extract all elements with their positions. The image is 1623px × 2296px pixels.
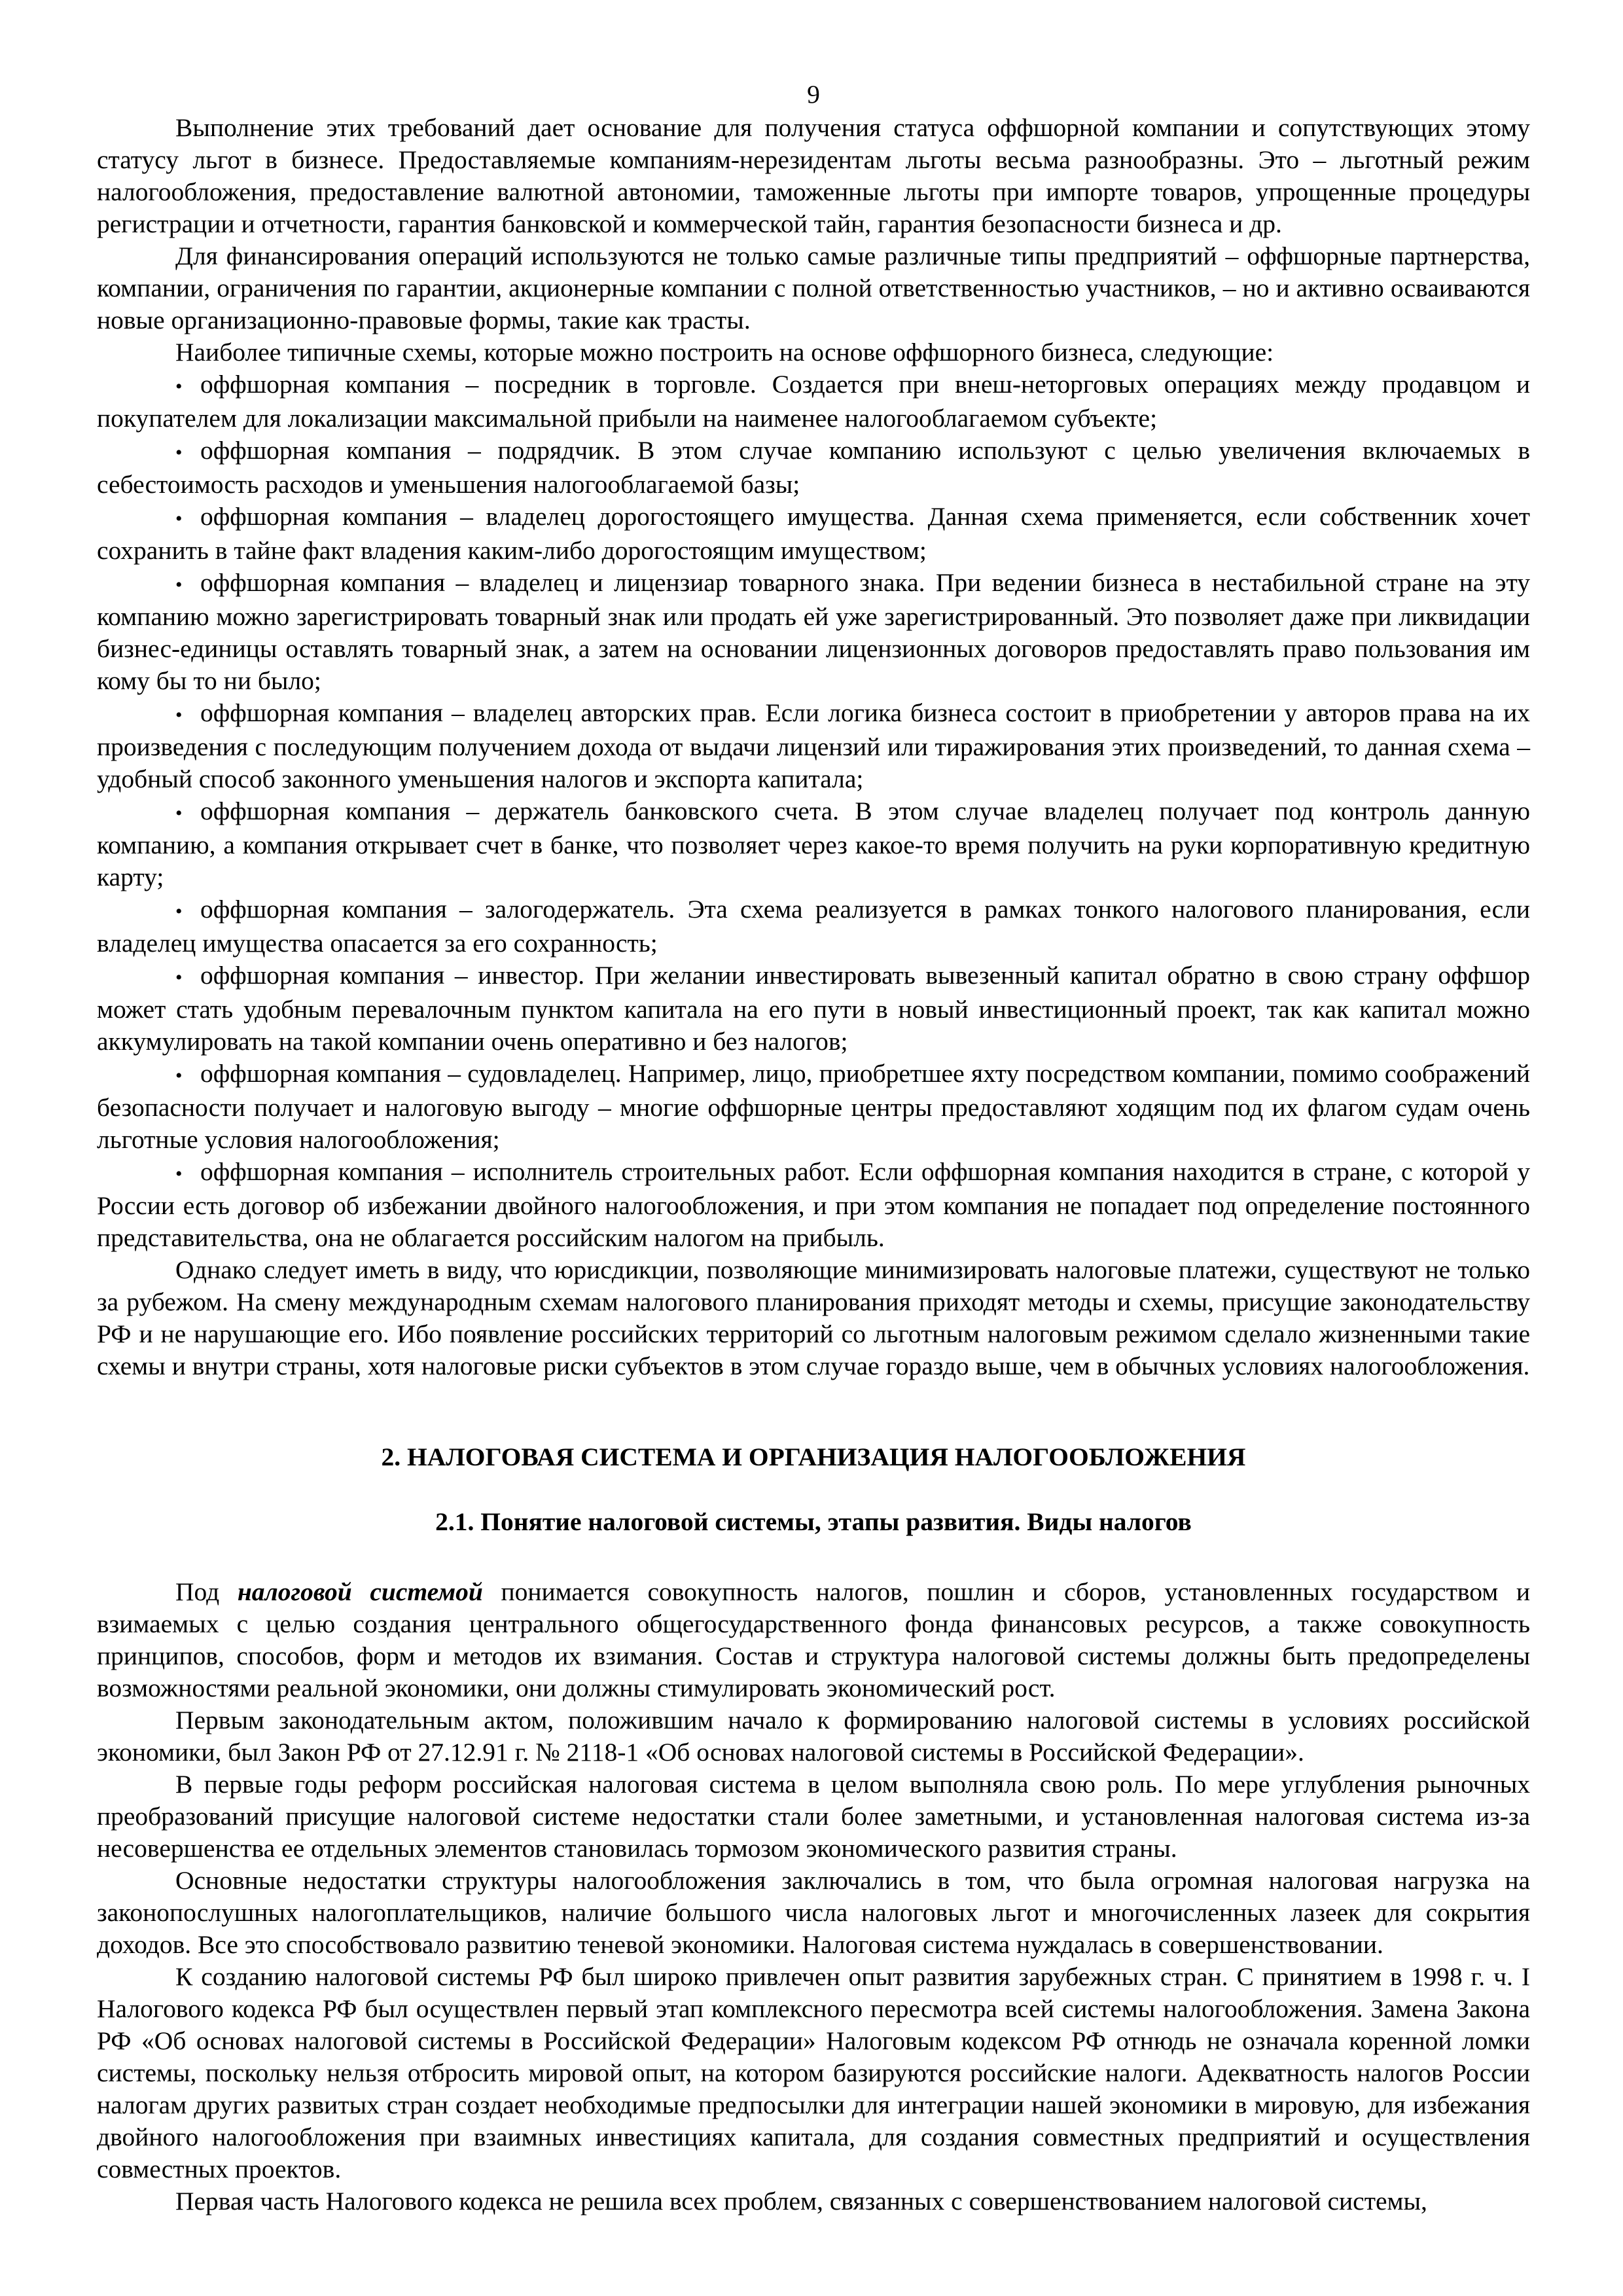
- list-item: [97, 1058, 1530, 1156]
- body-paragraph: К созданию налоговой системы РФ был широко привлечен опыт развития зарубежных стран. С принятием в 1998 г. ч. I Налогового кодекса РФ был осуществлен первый этап комплексного пересмотра всей системы налогообложения. Замена Закона РФ «Об основах налоговой системы в Российской Федерации» Налоговым кодексом РФ отнюдь не означала коренной ломки системы, поскольку нельзя отбросить мировой опыт, на котором базируются российские налоги. Адекватность налогов России налогам других развитых стран создает необходимые предпосылки для интеграции нашей экономики в мировую, для избежания двойного налогообложения при взаимных инвестициях капитала, для создания совместных предприятий и осуществления совместных проектов.: [97, 1962, 1530, 2183]
- section-title: 2. НАЛОГОВАЯ СИСТЕМА И ОРГАНИЗАЦИЯ НАЛОГООБЛОЖЕНИЯ: [381, 1443, 1246, 1471]
- list-item-text: оффшорная компания – инвестор. При желании инвестировать вывезенный капитал обратно в свою страну оффшор может стать удобным перевалочным пунктом капитала на его пути в новый инвестиционный проект, так как капитал можно аккумулировать на такой компании очень оперативно и без налогов;: [97, 961, 1530, 1056]
- list-item-text: оффшорная компания – держатель банковского счета. В этом случае владелец получает под контроль данную компанию, а компания открывает счет в банке, что позволяет через какое-то время получить на руки корпоративную кредитную карту;: [97, 797, 1530, 891]
- body-paragraph: Первая часть Налогового кодекса не решила всех проблем, связанных с совершенствованием налоговой системы,: [175, 2187, 1427, 2215]
- list-item: [97, 893, 1530, 960]
- bullet-icon: •: [175, 376, 183, 397]
- intro-paragraph: Для финансирования операций используются не только самые различные типы предприятий – оффшорные партнерства, компании, ограничения по гарантии, акционерные компании с полной ответственностью участников, – но и активно осваиваются новые организационно-правовые формы, такие как трасты.: [97, 242, 1530, 334]
- list-item-text: оффшорная компания – владелец дорогостоящего имущества. Данная схема применяется, если собственник хочет сохранить в тайне факт владения каким-либо дорогостоящим имуществом;: [97, 502, 1530, 565]
- intro-paragraph: Выполнение этих требований дает основание для получения статуса оффшорной компании и сопутствующих этому статусу льгот в бизнесе. Предоставляемые компаниям-нерезидентам льготы весьма разнообразны. Это – льготный режим налогообложения, предоставление валютной автономии, таможенные льготы при импорте товаров, упрощенные процедуры регистрации и отчетности, гарантия банковской и коммерческой тайн, гарантия безопасности бизнеса и др.: [97, 113, 1530, 238]
- list-item: [97, 501, 1530, 567]
- bullet-icon: •: [175, 704, 183, 726]
- body-paragraph: Основные недостатки структуры налогообложения заключались в том, что была огромная налоговая нагрузка на законопослушных налогоплательщиков, наличие большого числа налоговых льгот и многочисленных лазеек для сокрытия доходов. Все это способствовало развитию теневой экономики. Налоговая система нуждалась в совершенствовании.: [97, 1866, 1530, 1959]
- subsection-title: 2.1. Понятие налоговой системы, этапы развития. Виды налогов: [435, 1507, 1192, 1536]
- body-paragraph: Первым законодательным актом, положившим начало к формированию налоговой системы в условиях российской экономики, был Закон РФ от 27.12.91 г. № 2118-1 «Об основах налоговой системы в Российской Федерации».: [97, 1706, 1530, 1767]
- bullet-icon: •: [175, 802, 183, 824]
- definition-paragraph: [97, 1576, 1530, 1704]
- closing-paragraph: Однако следует иметь в виду, что юрисдикции, позволяющие минимизировать налоговые платежи, существуют не только за рубежом. На смену международным схемам налогового планирования приходят методы и схемы, присущие законодательству РФ и не нарушающие его. Ибо появление российских территорий со льготным налоговым режимом сделало жизненными такие схемы и внутри страны, хотя налоговые риски субъектов в этом случае гораздо выше, чем в обычных условиях налогообложения.: [97, 1255, 1530, 1380]
- list-item-text: оффшорная компания – исполнитель строительных работ. Если оффшорная компания находится в стране, с которой у России есть договор об избежании двойного налогообложения, и при этом компания не попадает под определение постоянного представительства, она не облагается российским налогом на прибыль.: [97, 1157, 1530, 1252]
- list-item: [97, 697, 1530, 795]
- list-item-text: оффшорная компания – судовладелец. Например, лицо, приобретшее яхту посредством компании, помимо соображений безопасности получает и налоговую выгоду – многие оффшорные центры предоставляют ходящим под их флагом судам очень льготные условия налогообложения;: [97, 1059, 1530, 1154]
- bullet-icon: •: [175, 1065, 183, 1086]
- definition-term: налоговой системой: [237, 1577, 483, 1606]
- list-item-text: оффшорная компания – владелец авторских прав. Если логика бизнеса состоит в приобретении у авторов права на их произведения с последующим получением дохода от выдачи лицензий или тиражирования этих произведений, то данная схема – удобный способ законного уменьшения налогов и экспорта капитала;: [97, 698, 1530, 793]
- bullet-icon: •: [175, 1163, 183, 1185]
- offshore-schemes-list: [97, 368, 1530, 1254]
- document-page: [97, 79, 1530, 2217]
- bullet-icon: •: [175, 901, 183, 922]
- bullet-icon: •: [175, 574, 183, 596]
- bullet-icon: •: [175, 967, 183, 988]
- list-item-text: оффшорная компания – посредник в торговле. Создается при внеш-неторговых операциях между продавцом и покупателем для локализации максимальной прибыли на наименее налогооблагаемом субъекте;: [97, 370, 1530, 433]
- list-item: [97, 1156, 1530, 1254]
- intro-paragraph: Наиболее типичные схемы, которые можно построить на основе оффшорного бизнеса, следующие:: [175, 338, 1274, 367]
- bullet-icon: •: [175, 508, 183, 529]
- bullet-icon: •: [175, 442, 183, 463]
- list-item: [97, 795, 1530, 893]
- list-item: [97, 960, 1530, 1058]
- definition-lead: Под: [175, 1577, 238, 1606]
- list-item: [97, 435, 1530, 501]
- definition-text: понимается совокупность налогов, пошлин и сборов, установленных государством и взимаемых с целью создания центрального общегосударственного фонда финансовых ресурсов, а также совокупность принципов, способов, форм и методов их взимания. Состав и структура налоговой системы должны быть предопределены возможностями реальной экономики, они должны стимулировать экономический рост.: [97, 1577, 1530, 1702]
- list-item: [97, 368, 1530, 435]
- page-number: 9: [807, 80, 820, 109]
- list-item-text: оффшорная компания – подрядчик. В этом случае компанию используют с целью увеличения включаемых в себестоимость расходов и уменьшения налогооблагаемой базы;: [97, 436, 1530, 499]
- list-item-text: оффшорная компания – владелец и лицензиар товарного знака. При ведении бизнеса в нестабильной стране на эту компанию можно зарегистрировать товарный знак или продать ей уже зарегистрированный. Это позволяет даже при ликвидации бизнес-единицы оставлять товарный знак, а затем на основании лицензионных договоров предоставлять право пользования им кому бы то ни было;: [97, 568, 1530, 695]
- list-item-text: оффшорная компания – залогодержатель. Эта схема реализуется в рамках тонкого налогового планирования, если владелец имущества опасается за его сохранность;: [97, 895, 1530, 958]
- list-item: [97, 567, 1530, 697]
- body-paragraph: В первые годы реформ российская налоговая система в целом выполняла свою роль. По мере углубления рыночных преобразований присущие налоговой системе недостатки стали более заметными, и установленная налоговая система из-за несовершенства ее отдельных элементов становилась тормозом экономического развития страны.: [97, 1770, 1530, 1863]
